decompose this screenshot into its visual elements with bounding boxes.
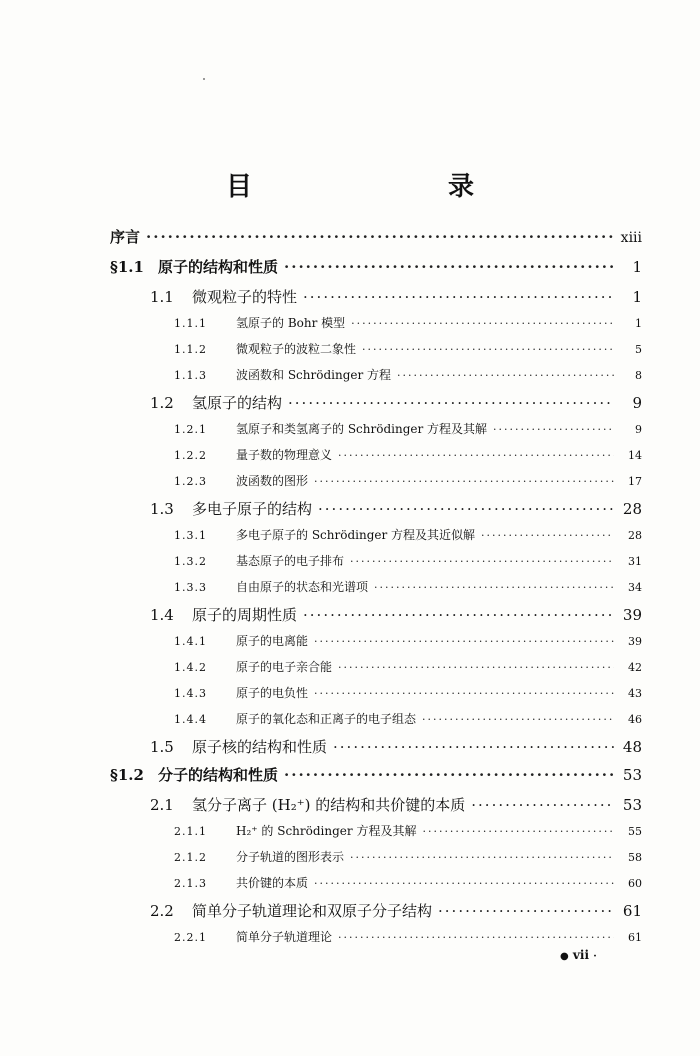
dot-leader xyxy=(471,796,614,814)
toc-entry-number: 1.4.3 xyxy=(174,687,207,700)
toc-entry[interactable] xyxy=(110,764,642,794)
toc-entry-page: 34 xyxy=(628,581,642,594)
toc-entry-page: 61 xyxy=(622,902,642,920)
toc-entry-number: 1.4.1 xyxy=(174,635,207,648)
dot-leader xyxy=(314,877,614,890)
table-of-contents xyxy=(110,226,642,954)
toc-entry-title: 氢原子的 Bohr 模型 xyxy=(236,316,346,330)
toc-entry-page: 48 xyxy=(622,738,642,756)
toc-entry-number: §1.1 xyxy=(110,258,144,276)
dot-leader xyxy=(397,369,614,382)
toc-entry-title: 原子的电负性 xyxy=(236,686,309,700)
toc-entry-number: 2.1.3 xyxy=(174,877,207,890)
toc-entry-page: 55 xyxy=(628,825,642,838)
dot-leader xyxy=(303,288,614,306)
toc-entry-number: 2.1.2 xyxy=(174,851,207,864)
toc-entry-page: 28 xyxy=(622,500,642,518)
dot-leader xyxy=(362,343,614,356)
toc-entry-title: 波函数的图形 xyxy=(236,474,309,488)
toc-entry-number: 2.2.1 xyxy=(174,931,207,944)
page-title: 目 录 xyxy=(225,172,522,202)
dot-leader xyxy=(288,394,614,412)
toc-entry-title: 微观粒子的特性 xyxy=(192,288,298,306)
toc-entry-title: 原子的电子亲合能 xyxy=(236,660,333,674)
toc-entry-number: 1.5 xyxy=(150,738,174,756)
dot-leader xyxy=(350,851,614,864)
toc-entry[interactable] xyxy=(110,314,642,340)
toc-entry-page: 1 xyxy=(632,288,642,306)
toc-entry[interactable] xyxy=(110,226,642,256)
dot-leader xyxy=(422,713,614,726)
toc-entry-title: 原子核的结构和性质 xyxy=(192,738,328,756)
bullet-left-icon: ● xyxy=(560,951,569,962)
toc-entry-page: 9 xyxy=(632,394,642,412)
dot-leader xyxy=(284,766,614,784)
toc-entry-number: 1.1 xyxy=(150,288,174,306)
dot-leader xyxy=(146,228,614,246)
toc-entry-page: 9 xyxy=(635,423,642,436)
scan-speck xyxy=(203,78,205,80)
toc-entry-title: 分子的结构和性质 xyxy=(158,766,279,784)
page-number-label: vii xyxy=(572,948,590,962)
toc-entry-title: 原子的电离能 xyxy=(236,634,309,648)
bullet-right-icon: · xyxy=(593,951,597,962)
toc-entry-number: 1.3.3 xyxy=(174,581,207,594)
page-footer xyxy=(560,948,597,962)
toc-entry-title: 原子的周期性质 xyxy=(192,606,298,624)
toc-entry[interactable] xyxy=(110,632,642,658)
toc-entry-number: 1.1.2 xyxy=(174,343,207,356)
dot-leader xyxy=(438,902,614,920)
toc-entry-title: 原子的结构和性质 xyxy=(158,258,279,276)
toc-entry-title: 原子的氧化态和正离子的电子组态 xyxy=(236,712,417,726)
toc-entry-number: 1.2.3 xyxy=(174,475,207,488)
toc-entry[interactable] xyxy=(110,420,642,446)
toc-entry-number: 1.3.1 xyxy=(174,529,207,542)
toc-entry-title: 自由原子的状态和光谱项 xyxy=(236,580,369,594)
toc-entry[interactable] xyxy=(110,526,642,552)
toc-entry[interactable] xyxy=(110,340,642,366)
dot-leader xyxy=(314,475,614,488)
dot-leader xyxy=(350,555,614,568)
toc-entry-title: 微观粒子的波粒二象性 xyxy=(236,342,357,356)
toc-entry-number: 2.1.1 xyxy=(174,825,207,838)
toc-entry-page: 5 xyxy=(635,343,642,356)
toc-entry-page: 14 xyxy=(628,449,642,462)
dot-leader xyxy=(333,738,614,756)
toc-entry[interactable] xyxy=(110,286,642,314)
toc-entry[interactable] xyxy=(110,710,642,736)
toc-entry-number: 1.1.3 xyxy=(174,369,207,382)
toc-entry[interactable] xyxy=(110,874,642,900)
dot-leader xyxy=(493,423,614,436)
toc-entry[interactable] xyxy=(110,366,642,392)
toc-entry-title: 多电子原子的结构 xyxy=(192,500,313,518)
toc-entry-title: 波函数和 Schrödinger 方程 xyxy=(236,368,392,382)
dot-leader xyxy=(351,317,614,330)
toc-entry-number: §1.2 xyxy=(110,766,144,784)
toc-entry-title: 简单分子轨道理论和双原子分子结构 xyxy=(192,902,433,920)
toc-entry-title: 多电子原子的 Schrödinger 方程及其近似解 xyxy=(236,528,476,542)
dot-leader xyxy=(338,449,614,462)
toc-entry[interactable] xyxy=(110,900,642,928)
dot-leader xyxy=(284,258,614,276)
toc-entry-number: 1.3.2 xyxy=(174,555,207,568)
toc-entry-page: 1 xyxy=(632,258,642,276)
toc-entry-number: 1.2.2 xyxy=(174,449,207,462)
toc-entry-page: 58 xyxy=(628,851,642,864)
toc-entry-title: 量子数的物理意义 xyxy=(236,448,333,462)
toc-entry-page: xiii xyxy=(620,230,642,246)
dot-leader xyxy=(374,581,614,594)
toc-entry-title: 共价键的本质 xyxy=(236,876,309,890)
toc-entry[interactable] xyxy=(110,794,642,822)
toc-entry-number: 1.2 xyxy=(150,394,174,412)
toc-entry-page: 31 xyxy=(628,555,642,568)
toc-entry[interactable] xyxy=(110,822,642,848)
dot-leader xyxy=(303,606,614,624)
toc-entry[interactable] xyxy=(110,578,642,604)
toc-entry-page: 42 xyxy=(628,661,642,674)
toc-entry[interactable] xyxy=(110,848,642,874)
dot-leader xyxy=(314,687,614,700)
toc-entry-number: 2.2 xyxy=(150,902,174,920)
toc-entry-page: 60 xyxy=(628,877,642,890)
toc-entry[interactable] xyxy=(110,552,642,578)
dot-leader xyxy=(318,500,614,518)
toc-entry[interactable] xyxy=(110,446,642,472)
toc-entry[interactable] xyxy=(110,256,642,286)
toc-entry[interactable] xyxy=(110,472,642,498)
toc-entry[interactable] xyxy=(110,498,642,526)
dot-leader xyxy=(481,529,614,542)
toc-entry-page: 39 xyxy=(628,635,642,648)
toc-entry-number: 1.2.1 xyxy=(174,423,207,436)
toc-entry-number: 1.4.2 xyxy=(174,661,207,674)
dot-leader xyxy=(338,661,614,674)
toc-entry-page: 39 xyxy=(622,606,642,624)
toc-entry-title: 氢原子和类氢离子的 Schrödinger 方程及其解 xyxy=(236,422,488,436)
toc-entry-number: 1.1.1 xyxy=(174,317,207,330)
toc-entry[interactable] xyxy=(110,684,642,710)
toc-entry-page: 53 xyxy=(622,796,642,814)
toc-entry-page: 28 xyxy=(628,529,642,542)
toc-entry-number: 1.4.4 xyxy=(174,713,207,726)
dot-leader xyxy=(314,635,614,648)
toc-entry-number: 1.3 xyxy=(150,500,174,518)
dot-leader xyxy=(422,825,614,838)
toc-entry-title: 序言 xyxy=(110,228,141,246)
toc-entry-page: 17 xyxy=(628,475,642,488)
toc-entry-page: 61 xyxy=(628,931,642,944)
toc-entry[interactable] xyxy=(110,392,642,420)
toc-entry-title: 氢原子的结构 xyxy=(192,394,283,412)
toc-entry-title: H₂⁺ 的 Schrödinger 方程及其解 xyxy=(236,824,417,838)
toc-entry-page: 46 xyxy=(628,713,642,726)
toc-entry[interactable] xyxy=(110,736,642,764)
toc-entry-title: 简单分子轨道理论 xyxy=(236,930,333,944)
toc-entry-page: 1 xyxy=(635,317,642,330)
toc-entry-title: 分子轨道的图形表示 xyxy=(236,850,345,864)
dot-leader xyxy=(338,931,614,944)
toc-entry-number: 2.1 xyxy=(150,796,174,814)
toc-entry-number: 1.4 xyxy=(150,606,174,624)
toc-entry[interactable] xyxy=(110,658,642,684)
toc-entry-page: 43 xyxy=(628,687,642,700)
toc-entry-page: 8 xyxy=(635,369,642,382)
toc-entry-page: 53 xyxy=(622,766,642,784)
toc-entry-title: 氢分子离子 (H₂⁺) 的结构和共价键的本质 xyxy=(192,796,466,814)
toc-entry-title: 基态原子的电子排布 xyxy=(236,554,345,568)
toc-entry[interactable] xyxy=(110,604,642,632)
